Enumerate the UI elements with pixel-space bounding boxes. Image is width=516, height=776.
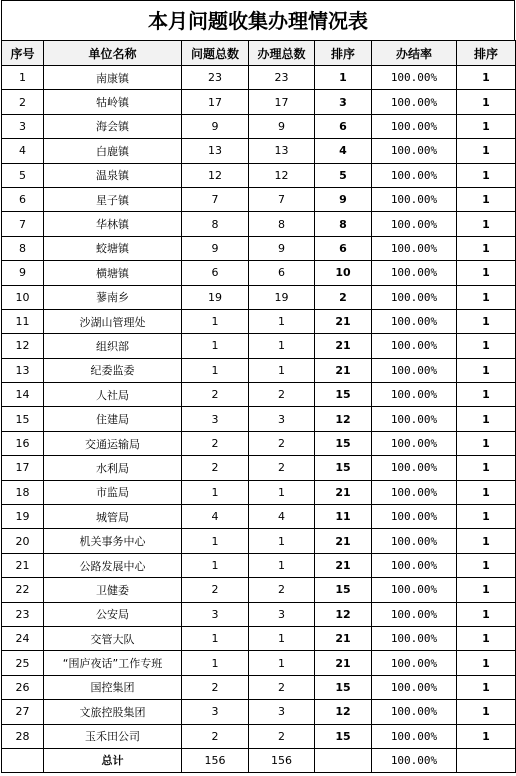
row-issues-cell: 1 [182,480,249,504]
row-unit-cell: 蛟塘镇 [44,236,182,260]
row-rank-cell: 21 [315,334,372,358]
row-unit-cell: 文旅控股集团 [44,700,182,724]
row-handled-cell: 1 [249,480,315,504]
total-rank [315,748,372,772]
row-unit-cell: 住建局 [44,407,182,431]
row-issues-cell: 1 [182,529,249,553]
row-rank2-cell: 1 [457,187,516,211]
row-rank-cell: 15 [315,431,372,455]
row-rate-cell: 100.00% [372,626,457,650]
header-unit: 单位名称 [44,41,182,66]
row-rank-cell: 12 [315,700,372,724]
row-unit-cell: 温泉镇 [44,163,182,187]
row-unit-cell: 横塘镇 [44,261,182,285]
row-unit-cell: 公安局 [44,602,182,626]
row-handled-cell: 2 [249,578,315,602]
row-handled-cell: 3 [249,700,315,724]
header-no: 序号 [2,41,44,66]
row-issues-cell: 1 [182,309,249,333]
row-handled-cell: 1 [249,529,315,553]
table-row [2,431,516,455]
row-unit-cell: 玉禾田公司 [44,724,182,748]
row-handled-cell: 1 [249,553,315,577]
table-row [2,285,516,309]
total-label: 总计 [44,748,182,772]
row-no-cell: 24 [2,626,44,650]
page-title: 本月问题收集办理情况表 [1,0,515,40]
row-issues-cell: 19 [182,285,249,309]
row-unit-cell: 人社局 [44,383,182,407]
table-row [2,553,516,577]
row-rank-cell: 15 [315,724,372,748]
row-handled-cell: 9 [249,114,315,138]
row-no-cell: 18 [2,480,44,504]
row-no-cell: 4 [2,139,44,163]
row-rate-cell: 100.00% [372,675,457,699]
row-rank-cell: 21 [315,651,372,675]
row-unit-cell: 水利局 [44,456,182,480]
row-rate-cell: 100.00% [372,261,457,285]
row-no-cell: 13 [2,358,44,382]
row-no-cell: 20 [2,529,44,553]
row-rate-cell: 100.00% [372,724,457,748]
row-rank-cell: 5 [315,163,372,187]
row-issues-cell: 2 [182,456,249,480]
row-rank2-cell: 1 [457,114,516,138]
row-rank2-cell: 1 [457,90,516,114]
row-rate-cell: 100.00% [372,529,457,553]
row-rank2-cell: 1 [457,431,516,455]
table-row [2,187,516,211]
row-rank-cell: 15 [315,456,372,480]
row-unit-cell: 国控集团 [44,675,182,699]
row-handled-cell: 13 [249,139,315,163]
row-unit-cell: 公路发展中心 [44,553,182,577]
table-row [2,700,516,724]
row-handled-cell: 1 [249,358,315,382]
row-no-cell: 1 [2,66,44,90]
report-table [1,40,516,773]
row-unit-cell: 沙湖山管理处 [44,309,182,333]
row-rank-cell: 1 [315,66,372,90]
row-handled-cell: 2 [249,675,315,699]
row-handled-cell: 4 [249,505,315,529]
header-rank-rate: 排序 [457,41,516,66]
row-unit-cell: 蓼南乡 [44,285,182,309]
row-unit-cell: “围庐夜话”工作专班 [44,651,182,675]
row-rank2-cell: 1 [457,383,516,407]
row-rate-cell: 100.00% [372,505,457,529]
row-handled-cell: 1 [249,309,315,333]
row-rank-cell: 6 [315,236,372,260]
row-rank-cell: 4 [315,139,372,163]
row-rank-cell: 21 [315,553,372,577]
row-issues-cell: 3 [182,602,249,626]
row-rank2-cell: 1 [457,505,516,529]
table-row [2,651,516,675]
row-no-cell: 3 [2,114,44,138]
row-rate-cell: 100.00% [372,480,457,504]
row-issues-cell: 7 [182,187,249,211]
table-row [2,626,516,650]
row-rank2-cell: 1 [457,700,516,724]
row-issues-cell: 12 [182,163,249,187]
row-rank-cell: 10 [315,261,372,285]
row-unit-cell: 机关事务中心 [44,529,182,553]
row-rank-cell: 21 [315,529,372,553]
row-rank2-cell: 1 [457,529,516,553]
row-no-cell: 15 [2,407,44,431]
row-rate-cell: 100.00% [372,456,457,480]
row-rank2-cell: 1 [457,236,516,260]
row-issues-cell: 2 [182,578,249,602]
table-row [2,261,516,285]
header-rank: 排序 [315,41,372,66]
row-rate-cell: 100.00% [372,602,457,626]
row-handled-cell: 3 [249,407,315,431]
row-rate-cell: 100.00% [372,114,457,138]
row-no-cell: 23 [2,602,44,626]
row-rank2-cell: 1 [457,285,516,309]
row-rate-cell: 100.00% [372,651,457,675]
row-rate-cell: 100.00% [372,700,457,724]
row-rank2-cell: 1 [457,163,516,187]
row-rank2-cell: 1 [457,456,516,480]
row-rate-cell: 100.00% [372,334,457,358]
table-row [2,602,516,626]
row-rate-cell: 100.00% [372,163,457,187]
table-row [2,139,516,163]
row-unit-cell: 纪委监委 [44,358,182,382]
table-row [2,675,516,699]
row-handled-cell: 2 [249,724,315,748]
row-rate-cell: 100.00% [372,358,457,382]
row-rate-cell: 100.00% [372,187,457,211]
total-rank2 [457,748,516,772]
row-rank2-cell: 1 [457,309,516,333]
row-issues-cell: 17 [182,90,249,114]
row-rate-cell: 100.00% [372,236,457,260]
row-rate-cell: 100.00% [372,553,457,577]
table-row [2,456,516,480]
table-row [2,578,516,602]
row-rank2-cell: 1 [457,553,516,577]
row-handled-cell: 17 [249,90,315,114]
row-handled-cell: 2 [249,431,315,455]
row-rank-cell: 2 [315,285,372,309]
row-no-cell: 12 [2,334,44,358]
row-handled-cell: 12 [249,163,315,187]
row-rank2-cell: 1 [457,675,516,699]
row-no-cell: 26 [2,675,44,699]
row-rank-cell: 9 [315,187,372,211]
row-rate-cell: 100.00% [372,90,457,114]
row-no-cell: 10 [2,285,44,309]
header-rate: 办结率 [372,41,457,66]
row-no-cell: 25 [2,651,44,675]
row-unit-cell: 海会镇 [44,114,182,138]
table-row [2,334,516,358]
row-issues-cell: 2 [182,724,249,748]
row-unit-cell: 牯岭镇 [44,90,182,114]
table-row [2,407,516,431]
row-rate-cell: 100.00% [372,66,457,90]
row-rank2-cell: 1 [457,480,516,504]
row-no-cell: 22 [2,578,44,602]
row-issues-cell: 1 [182,553,249,577]
row-issues-cell: 6 [182,261,249,285]
row-unit-cell: 白鹿镇 [44,139,182,163]
row-no-cell: 21 [2,553,44,577]
row-no-cell: 19 [2,505,44,529]
row-no-cell: 16 [2,431,44,455]
table-row [2,724,516,748]
row-issues-cell: 9 [182,114,249,138]
row-rank2-cell: 1 [457,602,516,626]
row-handled-cell: 2 [249,383,315,407]
row-no-cell: 5 [2,163,44,187]
row-rank-cell: 21 [315,309,372,333]
row-issues-cell: 1 [182,626,249,650]
table-row [2,480,516,504]
table-row [2,236,516,260]
row-issues-cell: 1 [182,358,249,382]
row-rate-cell: 100.00% [372,431,457,455]
row-handled-cell: 1 [249,334,315,358]
row-rank2-cell: 1 [457,212,516,236]
row-rank2-cell: 1 [457,578,516,602]
table-row [2,163,516,187]
row-issues-cell: 1 [182,334,249,358]
row-rank-cell: 15 [315,383,372,407]
row-rank2-cell: 1 [457,407,516,431]
row-issues-cell: 1 [182,651,249,675]
row-rate-cell: 100.00% [372,578,457,602]
row-rate-cell: 100.00% [372,212,457,236]
total-no-cell [2,748,44,772]
row-handled-cell: 23 [249,66,315,90]
row-issues-cell: 4 [182,505,249,529]
row-rank2-cell: 1 [457,651,516,675]
row-rank2-cell: 1 [457,334,516,358]
row-no-cell: 9 [2,261,44,285]
row-no-cell: 8 [2,236,44,260]
table-row [2,114,516,138]
header-handled: 办理总数 [249,41,315,66]
row-issues-cell: 13 [182,139,249,163]
row-no-cell: 17 [2,456,44,480]
row-no-cell: 2 [2,90,44,114]
table-row [2,529,516,553]
row-rank-cell: 21 [315,358,372,382]
row-rate-cell: 100.00% [372,383,457,407]
row-handled-cell: 6 [249,261,315,285]
row-handled-cell: 1 [249,626,315,650]
table-row [2,212,516,236]
row-rank-cell: 15 [315,675,372,699]
row-rank-cell: 15 [315,578,372,602]
table-row [2,383,516,407]
table-row [2,90,516,114]
row-rank-cell: 8 [315,212,372,236]
table-row [2,309,516,333]
row-no-cell: 14 [2,383,44,407]
row-handled-cell: 1 [249,651,315,675]
row-unit-cell: 卫健委 [44,578,182,602]
row-issues-cell: 2 [182,383,249,407]
header-row [2,41,516,66]
total-issues: 156 [182,748,249,772]
row-issues-cell: 3 [182,407,249,431]
row-handled-cell: 2 [249,456,315,480]
row-issues-cell: 8 [182,212,249,236]
row-rank2-cell: 1 [457,139,516,163]
row-unit-cell: 南康镇 [44,66,182,90]
row-rank2-cell: 1 [457,66,516,90]
total-row [2,748,516,772]
row-unit-cell: 城管局 [44,505,182,529]
row-handled-cell: 9 [249,236,315,260]
total-handled: 156 [249,748,315,772]
row-rate-cell: 100.00% [372,139,457,163]
table-row [2,66,516,90]
row-handled-cell: 7 [249,187,315,211]
row-no-cell: 27 [2,700,44,724]
row-rank-cell: 6 [315,114,372,138]
row-unit-cell: 交管大队 [44,626,182,650]
row-issues-cell: 9 [182,236,249,260]
row-rank-cell: 12 [315,407,372,431]
table-row [2,505,516,529]
row-rank-cell: 11 [315,505,372,529]
row-rate-cell: 100.00% [372,285,457,309]
table-row [2,358,516,382]
row-no-cell: 7 [2,212,44,236]
row-rate-cell: 100.00% [372,407,457,431]
row-handled-cell: 19 [249,285,315,309]
header-issues: 问题总数 [182,41,249,66]
row-issues-cell: 2 [182,675,249,699]
row-rank2-cell: 1 [457,261,516,285]
row-rank-cell: 3 [315,90,372,114]
row-unit-cell: 市监局 [44,480,182,504]
row-handled-cell: 3 [249,602,315,626]
row-unit-cell: 华林镇 [44,212,182,236]
row-unit-cell: 星子镇 [44,187,182,211]
row-no-cell: 11 [2,309,44,333]
row-rank-cell: 21 [315,480,372,504]
row-rank2-cell: 1 [457,724,516,748]
total-rate: 100.00% [372,748,457,772]
row-rate-cell: 100.00% [372,309,457,333]
row-no-cell: 28 [2,724,44,748]
row-rank-cell: 21 [315,626,372,650]
row-unit-cell: 交通运输局 [44,431,182,455]
row-handled-cell: 8 [249,212,315,236]
row-rank2-cell: 1 [457,358,516,382]
row-issues-cell: 3 [182,700,249,724]
row-rank-cell: 12 [315,602,372,626]
row-issues-cell: 2 [182,431,249,455]
row-issues-cell: 23 [182,66,249,90]
table-body [2,66,516,749]
row-unit-cell: 组织部 [44,334,182,358]
row-rank2-cell: 1 [457,626,516,650]
row-no-cell: 6 [2,187,44,211]
